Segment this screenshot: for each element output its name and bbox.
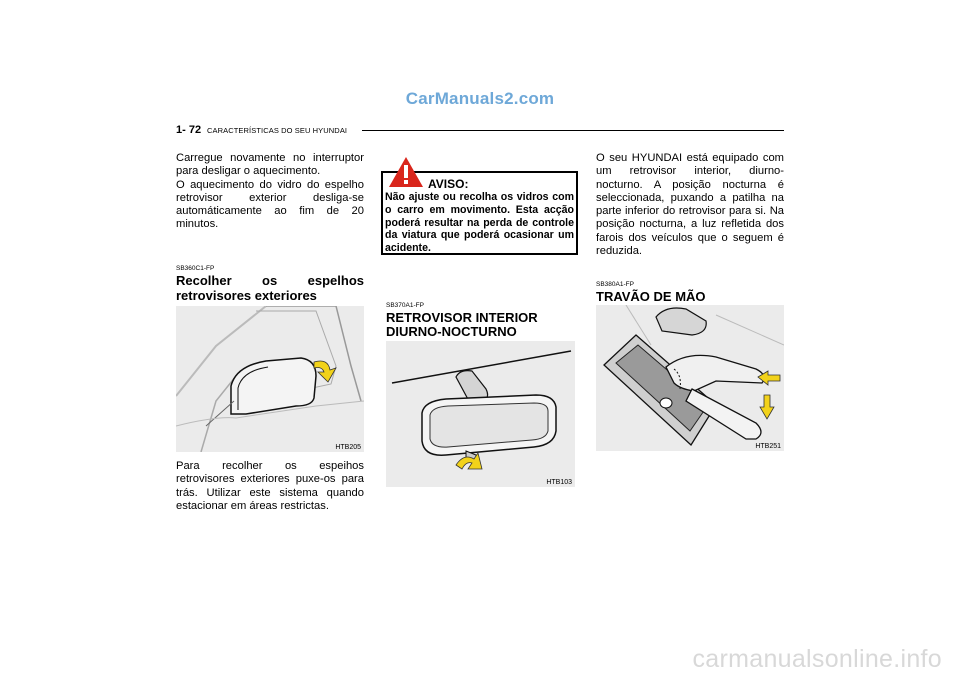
col1-section-title: Recolher os espelhos retrovisores exteriores (176, 273, 364, 303)
col3-intro-text: O seu HYUNDAI está equipado com um retrovisor interior, diurno-nocturno. A posição nocturna é seleccionada, puxando a patilha na parte inferior do retrovisor para si. Na posição nocturna, a luz refletida dos farois dos veículos que o seguem é reduzida. (596, 152, 784, 258)
watermark-top: CarManuals2.com (405, 89, 555, 108)
header-rule (362, 130, 784, 131)
figure-rearview-mirror (386, 341, 575, 487)
col3-section-code: SB380A1-FP (596, 281, 634, 288)
figure-folding-mirror (176, 306, 364, 452)
col1-figure-label: HTB205 (335, 444, 361, 451)
section-title: CARACTERÍSTICAS DO SEU HYUNDAI (207, 126, 348, 135)
col1-section-code: SB360C1-FP (176, 265, 215, 272)
col2-figure-label: HTB103 (546, 479, 572, 486)
page-number: 1- 72 (176, 124, 202, 136)
col2-section-code: SB370A1-FP (386, 302, 424, 309)
col1-body-text: Para recolher os espeihos retrovisores exteriores puxe-os para trás. Utilizar este sistema quando estacionar em áreas restrictas. (176, 460, 364, 512)
watermark-bottom: carmanualsonline.info (692, 645, 942, 673)
figure-hand-brake (596, 305, 784, 451)
col2-section-title-line1: RETROVISOR INTERIOR (386, 310, 538, 325)
col3-figure-label: HTB251 (755, 443, 781, 450)
warning-triangle-icon (388, 156, 424, 188)
col3-section-title: TRAVÃO DE MÃO (596, 289, 706, 304)
warning-title: AVISO: (428, 177, 469, 191)
col2-section-title-line2: DIURNO-NOCTURNO (386, 324, 517, 339)
warning-text: Não ajuste ou recolha os vidros com o carro em movimento. Esta acção poderá resultar na perda de controle da viatura que poderá ocasionar um acidente. (385, 191, 574, 255)
col1-intro-text: Carregue novamente no interruptor para desligar o aquecimento. O aquecimento do vidro do espelho retrovisor exterior desliga-se automáticamente ao fim de 20 minutos. (176, 152, 364, 231)
